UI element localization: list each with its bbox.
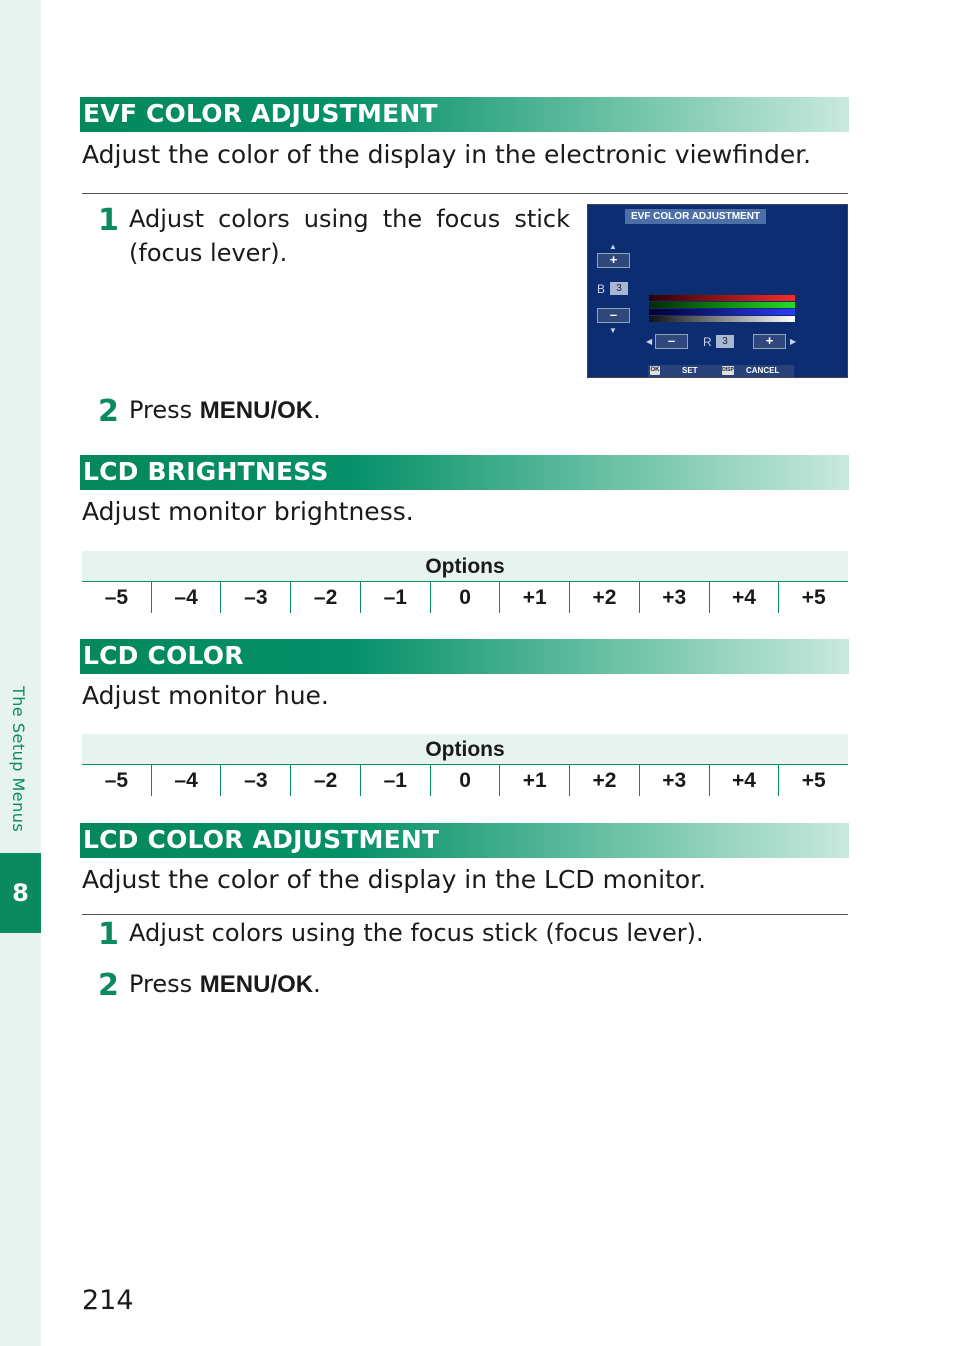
option-cell: +3 bbox=[640, 582, 710, 613]
screen-footer bbox=[648, 365, 794, 377]
step-text-suffix: . bbox=[313, 970, 321, 998]
step-text bbox=[129, 393, 321, 428]
b-minus-button: – bbox=[597, 308, 630, 323]
lcd-brightness-description: Adjust monitor brightness. bbox=[82, 497, 414, 526]
step-text: Adjust colors using the focus stick (focus lever). bbox=[129, 919, 704, 947]
step-text: Adjust colors using the focus stick (focus lever). bbox=[129, 205, 570, 267]
option-cell: –1 bbox=[361, 765, 431, 796]
evf-color-adjustment-description: Adjust the color of the display in the electronic viewfinder. bbox=[82, 140, 812, 169]
option-cell: +1 bbox=[500, 765, 570, 796]
step-number: 1 bbox=[98, 203, 119, 238]
cancel-label: CANCEL bbox=[746, 366, 780, 375]
lcd-color-adjustment-description: Adjust the color of the display in the LCD monitor. bbox=[82, 865, 707, 894]
option-cell: 0 bbox=[431, 582, 501, 613]
step-number: 1 bbox=[98, 917, 119, 952]
down-arrow-icon: ▼ bbox=[609, 326, 617, 335]
section-header-lcd-brightness: LCD BRIGHTNESS bbox=[80, 455, 849, 490]
lcd-color-options-table bbox=[82, 734, 848, 796]
step-number: 2 bbox=[98, 394, 119, 429]
divider bbox=[82, 914, 848, 915]
r-label: R bbox=[703, 335, 712, 349]
step-text bbox=[129, 967, 321, 1002]
option-cell: +1 bbox=[500, 582, 570, 613]
section-header-evf-color-adjustment: EVF COLOR ADJUSTMENT bbox=[80, 97, 849, 132]
option-cell: +2 bbox=[570, 765, 640, 796]
left-arrow-icon: ◀ bbox=[646, 337, 653, 346]
b-plus-button: + bbox=[597, 253, 630, 268]
option-cell: +4 bbox=[710, 582, 780, 613]
options-row bbox=[82, 765, 848, 796]
option-cell: –4 bbox=[152, 582, 222, 613]
section-header-lcd-color-adjustment: LCD COLOR ADJUSTMENT bbox=[80, 823, 849, 858]
menu-ok-key: MENU/OK bbox=[199, 971, 314, 998]
option-cell: –1 bbox=[361, 582, 431, 613]
option-cell: –5 bbox=[82, 765, 152, 796]
options-header: Options bbox=[82, 551, 848, 582]
lcd-color-description: Adjust monitor hue. bbox=[82, 681, 329, 710]
option-cell: +3 bbox=[640, 765, 710, 796]
evf-color-adjustment-screen bbox=[587, 204, 848, 378]
gray-gradient-bar bbox=[649, 316, 795, 322]
option-cell: +2 bbox=[570, 582, 640, 613]
lcd-brightness-options-table bbox=[82, 551, 848, 613]
right-arrow-icon: ▶ bbox=[790, 337, 797, 346]
b-label: B bbox=[597, 282, 606, 296]
r-value: 3 bbox=[716, 335, 734, 348]
step-text-prefix: Press bbox=[129, 396, 200, 424]
disp-key-icon: DISP bbox=[722, 367, 734, 373]
options-row bbox=[82, 582, 848, 613]
option-cell: –2 bbox=[291, 765, 361, 796]
red-gradient-bar bbox=[649, 295, 795, 301]
option-cell: –3 bbox=[221, 582, 291, 613]
b-value: 3 bbox=[610, 282, 628, 295]
option-cell: –2 bbox=[291, 582, 361, 613]
chapter-tab: 8 bbox=[0, 853, 41, 933]
r-minus-button: – bbox=[655, 334, 688, 349]
divider bbox=[82, 193, 848, 194]
options-header: Options bbox=[82, 734, 848, 765]
option-cell: +5 bbox=[801, 586, 826, 609]
ok-key-icon: OK bbox=[650, 367, 660, 373]
option-cell: +4 bbox=[710, 765, 780, 796]
chapter-label: The Setup Menus bbox=[9, 686, 28, 833]
r-plus-button: + bbox=[753, 334, 786, 349]
option-cell: –5 bbox=[82, 582, 152, 613]
screen-title: EVF COLOR ADJUSTMENT bbox=[625, 209, 766, 224]
section-header-lcd-color: LCD COLOR bbox=[80, 639, 849, 674]
up-arrow-icon: ▲ bbox=[609, 242, 617, 251]
step-number: 2 bbox=[98, 968, 119, 1003]
step-text-suffix: . bbox=[313, 396, 321, 424]
blue-gradient-bar bbox=[649, 309, 795, 315]
step-text-prefix: Press bbox=[129, 970, 200, 998]
option-cell: 0 bbox=[431, 765, 501, 796]
sidebar bbox=[0, 0, 41, 1346]
green-gradient-bar bbox=[649, 302, 795, 308]
option-cell: –4 bbox=[152, 765, 222, 796]
set-label: SET bbox=[682, 366, 698, 375]
page-number: 214 bbox=[82, 1285, 134, 1316]
menu-ok-key: MENU/OK bbox=[199, 397, 314, 424]
option-cell: –3 bbox=[221, 765, 291, 796]
option-cell: +5 bbox=[801, 769, 826, 792]
